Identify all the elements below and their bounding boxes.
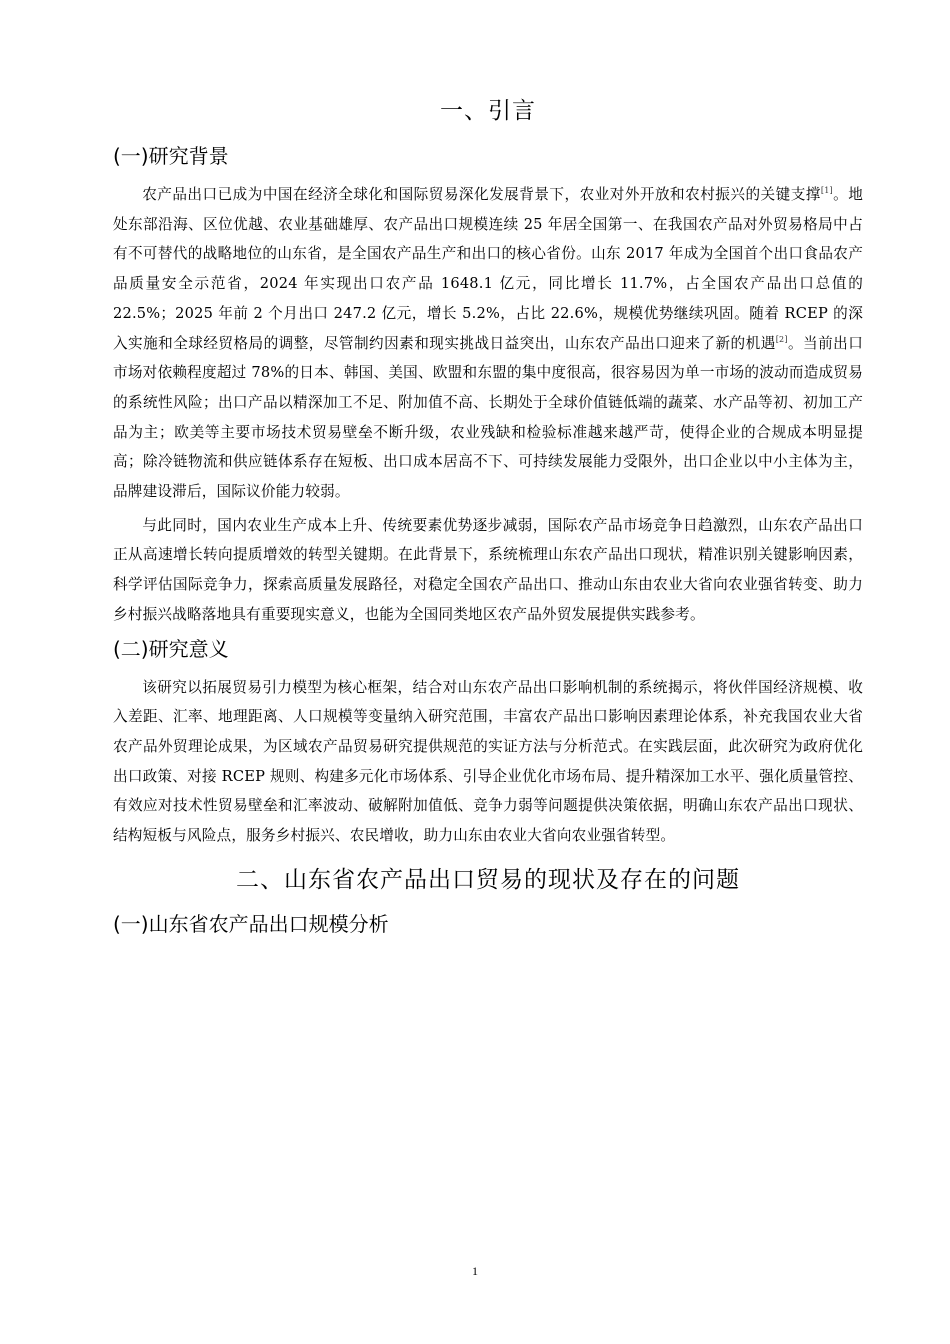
background-p1-text-c: 。当前出口市场对依赖程度超过 78%的日本、韩国、美国、欧盟和东盟的集中度很高，很容易因为单一市场的波动而造成贸易的系统性风险；出口产品以精深加工不足、附加值不高、长期处于全球价值链低端的蔬菜、水产品等初、初加工产品为主；欧美等主要市场技术贸易壁垒不断升级，农业残缺和检验标准越来越严苛，使得企业的合规成本明显提高；除冷链物流和供应链体系存在短板、出口成本居高不下、可持续发展能力受限外，出口企业以中小主体为主，品牌建设滞后，国际议价能力较弱。: [113, 334, 863, 501]
page-content: [113, 94, 863, 948]
subsection-research-background-title: (一)研究背景: [113, 144, 229, 168]
page-number: 1: [472, 1264, 478, 1278]
section-1-title: 一、引言: [440, 98, 536, 124]
background-p1-text-b: 。地处东部沿海、区位优越、农业基础雄厚、农产品出口规模连续 25 年居全国第一、在我国农产品对外贸易格局中占有不可替代的战略地位的山东省，是全国农产品生产和出口的核心省份。山东 2017 年成为全国首个出口食品农产品质量安全示范省，2024 年实现出口农产品 1648.1 亿元，同比增长 11.7%，占全国农产品出口总值的 22.5%；2025 年前 2 个月出口 247.2 亿元，增长 5.2%，占比 22.6%，规模优势继续巩固。随着 RCEP 的深入实施和全球经贸格局的调整，尽管制约因素和现实挑战日益突出，山东农产品出口迎来了新的机遇: [113, 186, 863, 352]
section-2-title: 二、山东省农产品出口贸易的现状及存在的问题: [236, 866, 740, 893]
background-paragraph-1: [113, 180, 863, 507]
significance-paragraph: 该研究以拓展贸易引力模型为核心框架，结合对山东农产品出口影响机制的系统揭示，将伙伴国经济规模、收入差距、汇率、地理距离、人口规模等变量纳入研究范围，丰富农产品出口影响因素理论体系，补充我国农业大省农产品外贸理论成果，为区域农产品贸易研究提供规范的实证方法与分析范式。在实践层面，此次研究为政府优化出口政策、对接 RCEP 规则、构建多元化市场体系、引导企业优化市场布局、提升精深加工水平、强化质量管控、有效应对技术性贸易壁垒和汇率波动、破解附加值低、竞争力弱等问题提供决策依据，明确山东农产品出口现状、结构短板与风险点，服务乡村振兴、农民增收，助力山东由农业大省向农业强省转型。: [113, 678, 863, 845]
citation-ref-1: [1]: [820, 186, 833, 195]
background-p1-text-a: 农产品出口已成为中国在经济全球化和国际贸易深化发展背景下，农业对外开放和农村振兴的关键支撑: [142, 186, 821, 203]
subsection-research-significance-title: (二)研究意义: [113, 636, 229, 661]
subsection-export-scale-title: (一)山东省农产品出口规模分析: [113, 911, 389, 936]
citation-ref-2: [2]: [775, 334, 788, 344]
background-paragraph-2: 与此同时，国内农业生产成本上升、传统要素优势逐步减弱，国际农产品市场竞争日趋激烈，山东农产品出口正从高速增长转向提质增效的转型关键期。在此背景下，系统梳理山东农产品出口现状，精准识别关键影响因素，科学评估国际竞争力，探索高质量发展路径，对稳定全国农产品出口、推动山东由农业大省向农业强省转变、助力乡村振兴战略落地具有重要现实意义，也能为全国同类地区农产品外贸发展提供实践参考。: [113, 516, 863, 623]
